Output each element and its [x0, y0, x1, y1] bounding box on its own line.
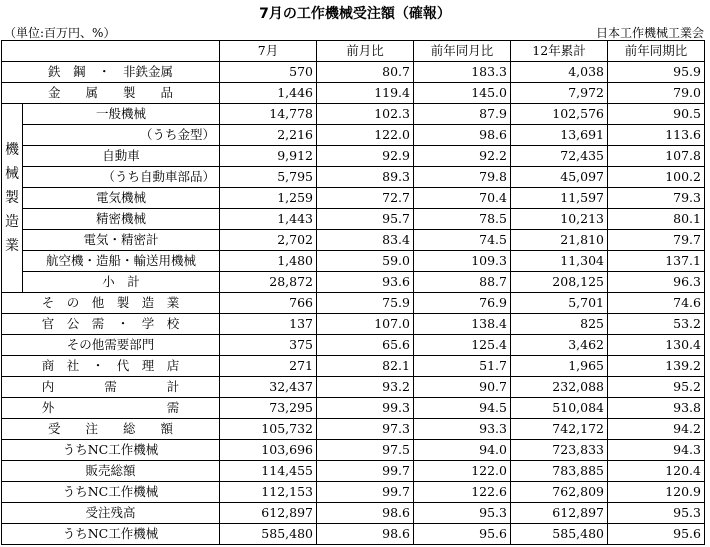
value-cell: 94.0 [414, 440, 511, 461]
value-cell: 3,462 [511, 335, 608, 356]
value-cell: 99.3 [317, 398, 414, 419]
value-cell: 103,696 [220, 440, 317, 461]
value-cell: 98.6 [414, 125, 511, 146]
value-cell: 53.2 [608, 314, 705, 335]
value-cell: 5,701 [511, 293, 608, 314]
table-row [2, 62, 705, 83]
value-cell: 1,446 [220, 83, 317, 104]
column-header: 前年同月比 [414, 41, 511, 62]
value-cell: 99.7 [317, 461, 414, 482]
value-cell: 95.2 [608, 377, 705, 398]
table-row [2, 125, 705, 146]
value-cell: 93.3 [414, 419, 511, 440]
value-cell: 100.2 [608, 167, 705, 188]
value-cell: 585,480 [220, 524, 317, 545]
value-cell: 10,213 [511, 209, 608, 230]
table-row [2, 167, 705, 188]
value-cell: 98.6 [317, 524, 414, 545]
value-cell: 11,597 [511, 188, 608, 209]
value-cell: 122.0 [414, 461, 511, 482]
value-cell: 96.3 [608, 272, 705, 293]
row-label: 金 属 製 品 [2, 83, 220, 104]
value-cell: 83.4 [317, 230, 414, 251]
row-label: （うち自動車部品） [23, 167, 220, 188]
value-cell: 59.0 [317, 251, 414, 272]
row-label: うちNC工作機械 [2, 482, 220, 503]
value-cell: 109.3 [414, 251, 511, 272]
row-label: 小 計 [23, 272, 220, 293]
value-cell: 107.0 [317, 314, 414, 335]
row-label: うちNC工作機械 [2, 440, 220, 461]
value-cell: 95.3 [608, 503, 705, 524]
value-cell: 137 [220, 314, 317, 335]
value-cell: 375 [220, 335, 317, 356]
value-cell: 28,872 [220, 272, 317, 293]
table-row [2, 419, 705, 440]
value-cell: 93.6 [317, 272, 414, 293]
value-cell: 5,795 [220, 167, 317, 188]
column-header: 前月比 [317, 41, 414, 62]
value-cell: 105,732 [220, 419, 317, 440]
unit-note: （単位:百万円、%） [4, 26, 116, 40]
table-body [2, 62, 705, 545]
row-label: 鉄 鋼 ・ 非鉄金属 [2, 62, 220, 83]
table-row [2, 251, 705, 272]
value-cell: 72.7 [317, 188, 414, 209]
column-header: 7月 [220, 41, 317, 62]
value-cell: 95.7 [317, 209, 414, 230]
table-row [2, 503, 705, 524]
value-cell: 1,259 [220, 188, 317, 209]
value-cell: 122.0 [317, 125, 414, 146]
table-row [2, 188, 705, 209]
value-cell: 762,809 [511, 482, 608, 503]
value-cell: 89.3 [317, 167, 414, 188]
table-row [2, 209, 705, 230]
value-cell: 14,778 [220, 104, 317, 125]
value-cell: 45,097 [511, 167, 608, 188]
table-row [2, 524, 705, 545]
value-cell: 585,480 [511, 524, 608, 545]
column-header: 12年累計 [511, 41, 608, 62]
table-row [2, 356, 705, 377]
value-cell: 232,088 [511, 377, 608, 398]
value-cell: 783,885 [511, 461, 608, 482]
value-cell: 74.5 [414, 230, 511, 251]
value-cell: 73,295 [220, 398, 317, 419]
value-cell: 21,810 [511, 230, 608, 251]
value-cell: 102.3 [317, 104, 414, 125]
header-row [2, 41, 705, 62]
table-row [2, 482, 705, 503]
value-cell: 88.7 [414, 272, 511, 293]
value-cell: 70.4 [414, 188, 511, 209]
value-cell: 92.2 [414, 146, 511, 167]
row-label: 精密機械 [23, 209, 220, 230]
value-cell: 1,965 [511, 356, 608, 377]
value-cell: 13,691 [511, 125, 608, 146]
row-label: 受 注 総 額 [2, 419, 220, 440]
value-cell: 79.0 [608, 83, 705, 104]
value-cell: 76.9 [414, 293, 511, 314]
value-cell: 7,972 [511, 83, 608, 104]
table-row [2, 83, 705, 104]
row-label: 内 需 計 [2, 377, 220, 398]
row-label: 自動車 [23, 146, 220, 167]
table-row [2, 461, 705, 482]
value-cell: 766 [220, 293, 317, 314]
organization-name: 日本工作機械工業会 [595, 26, 704, 40]
value-cell: 80.1 [608, 209, 705, 230]
value-cell: 122.6 [414, 482, 511, 503]
header-blank [2, 41, 220, 62]
row-label: 電気・精密計 [23, 230, 220, 251]
value-cell: 82.1 [317, 356, 414, 377]
value-cell: 93.2 [317, 377, 414, 398]
value-cell: 138.4 [414, 314, 511, 335]
value-cell: 79.8 [414, 167, 511, 188]
value-cell: 1,443 [220, 209, 317, 230]
value-cell: 90.7 [414, 377, 511, 398]
row-label: （うち金型） [23, 125, 220, 146]
value-cell: 723,833 [511, 440, 608, 461]
value-cell: 107.8 [608, 146, 705, 167]
value-cell: 825 [511, 314, 608, 335]
table-row [2, 293, 705, 314]
value-cell: 11,304 [511, 251, 608, 272]
value-cell: 79.7 [608, 230, 705, 251]
table-row [2, 314, 705, 335]
page-title: 7月の工作機械受注額（確報） [259, 6, 451, 22]
value-cell: 183.3 [414, 62, 511, 83]
value-cell: 87.9 [414, 104, 511, 125]
value-cell: 139.2 [608, 356, 705, 377]
value-cell: 72,435 [511, 146, 608, 167]
value-cell: 95.3 [414, 503, 511, 524]
table-row [2, 272, 705, 293]
value-cell: 112,153 [220, 482, 317, 503]
value-cell: 271 [220, 356, 317, 377]
value-cell: 120.9 [608, 482, 705, 503]
value-cell: 95.6 [608, 524, 705, 545]
value-cell: 98.6 [317, 503, 414, 524]
table-row [2, 377, 705, 398]
value-cell: 2,702 [220, 230, 317, 251]
row-label: 外 需 [2, 398, 220, 419]
value-cell: 93.8 [608, 398, 705, 419]
table-row [2, 398, 705, 419]
value-cell: 137.1 [608, 251, 705, 272]
value-cell: 612,897 [220, 503, 317, 524]
row-label: 販売総額 [2, 461, 220, 482]
value-cell: 1,480 [220, 251, 317, 272]
value-cell: 94.2 [608, 419, 705, 440]
value-cell: 94.5 [414, 398, 511, 419]
value-cell: 79.3 [608, 188, 705, 209]
table-row [2, 230, 705, 251]
table-row [2, 146, 705, 167]
value-cell: 65.6 [317, 335, 414, 356]
value-cell: 90.5 [608, 104, 705, 125]
value-cell: 80.7 [317, 62, 414, 83]
value-cell: 9,912 [220, 146, 317, 167]
row-label: 航空機・造船・輸送用機械 [23, 251, 220, 272]
table-row [2, 440, 705, 461]
orders-table [1, 40, 705, 545]
value-cell: 145.0 [414, 83, 511, 104]
value-cell: 99.7 [317, 482, 414, 503]
machinery-group-label [2, 104, 23, 293]
value-cell: 510,084 [511, 398, 608, 419]
table-row [2, 335, 705, 356]
value-cell: 94.3 [608, 440, 705, 461]
value-cell: 92.9 [317, 146, 414, 167]
value-cell: 95.9 [608, 62, 705, 83]
value-cell: 32,437 [220, 377, 317, 398]
value-cell: 119.4 [317, 83, 414, 104]
value-cell: 125.4 [414, 335, 511, 356]
value-cell: 4,038 [511, 62, 608, 83]
value-cell: 95.6 [414, 524, 511, 545]
row-label: 官 公 需 ・ 学 校 [2, 314, 220, 335]
row-label: 受注残高 [2, 503, 220, 524]
value-cell: 97.3 [317, 419, 414, 440]
row-label: 商 社 ・ 代 理 店 [2, 356, 220, 377]
value-cell: 114,455 [220, 461, 317, 482]
value-cell: 742,172 [511, 419, 608, 440]
row-label: その他需要部門 [2, 335, 220, 356]
row-label: 電気機械 [23, 188, 220, 209]
value-cell: 74.6 [608, 293, 705, 314]
value-cell: 2,216 [220, 125, 317, 146]
row-label: 一般機械 [23, 104, 220, 125]
value-cell: 75.9 [317, 293, 414, 314]
value-cell: 102,576 [511, 104, 608, 125]
value-cell: 113.6 [608, 125, 705, 146]
column-header: 前年同期比 [608, 41, 705, 62]
table-row [2, 104, 705, 125]
value-cell: 120.4 [608, 461, 705, 482]
value-cell: 78.5 [414, 209, 511, 230]
row-label: うちNC工作機械 [2, 524, 220, 545]
value-cell: 208,125 [511, 272, 608, 293]
row-label: そ の 他 製 造 業 [2, 293, 220, 314]
value-cell: 97.5 [317, 440, 414, 461]
value-cell: 570 [220, 62, 317, 83]
machinery-group-text: 機械製造業 [5, 142, 19, 254]
value-cell: 612,897 [511, 503, 608, 524]
value-cell: 130.4 [608, 335, 705, 356]
value-cell: 51.7 [414, 356, 511, 377]
